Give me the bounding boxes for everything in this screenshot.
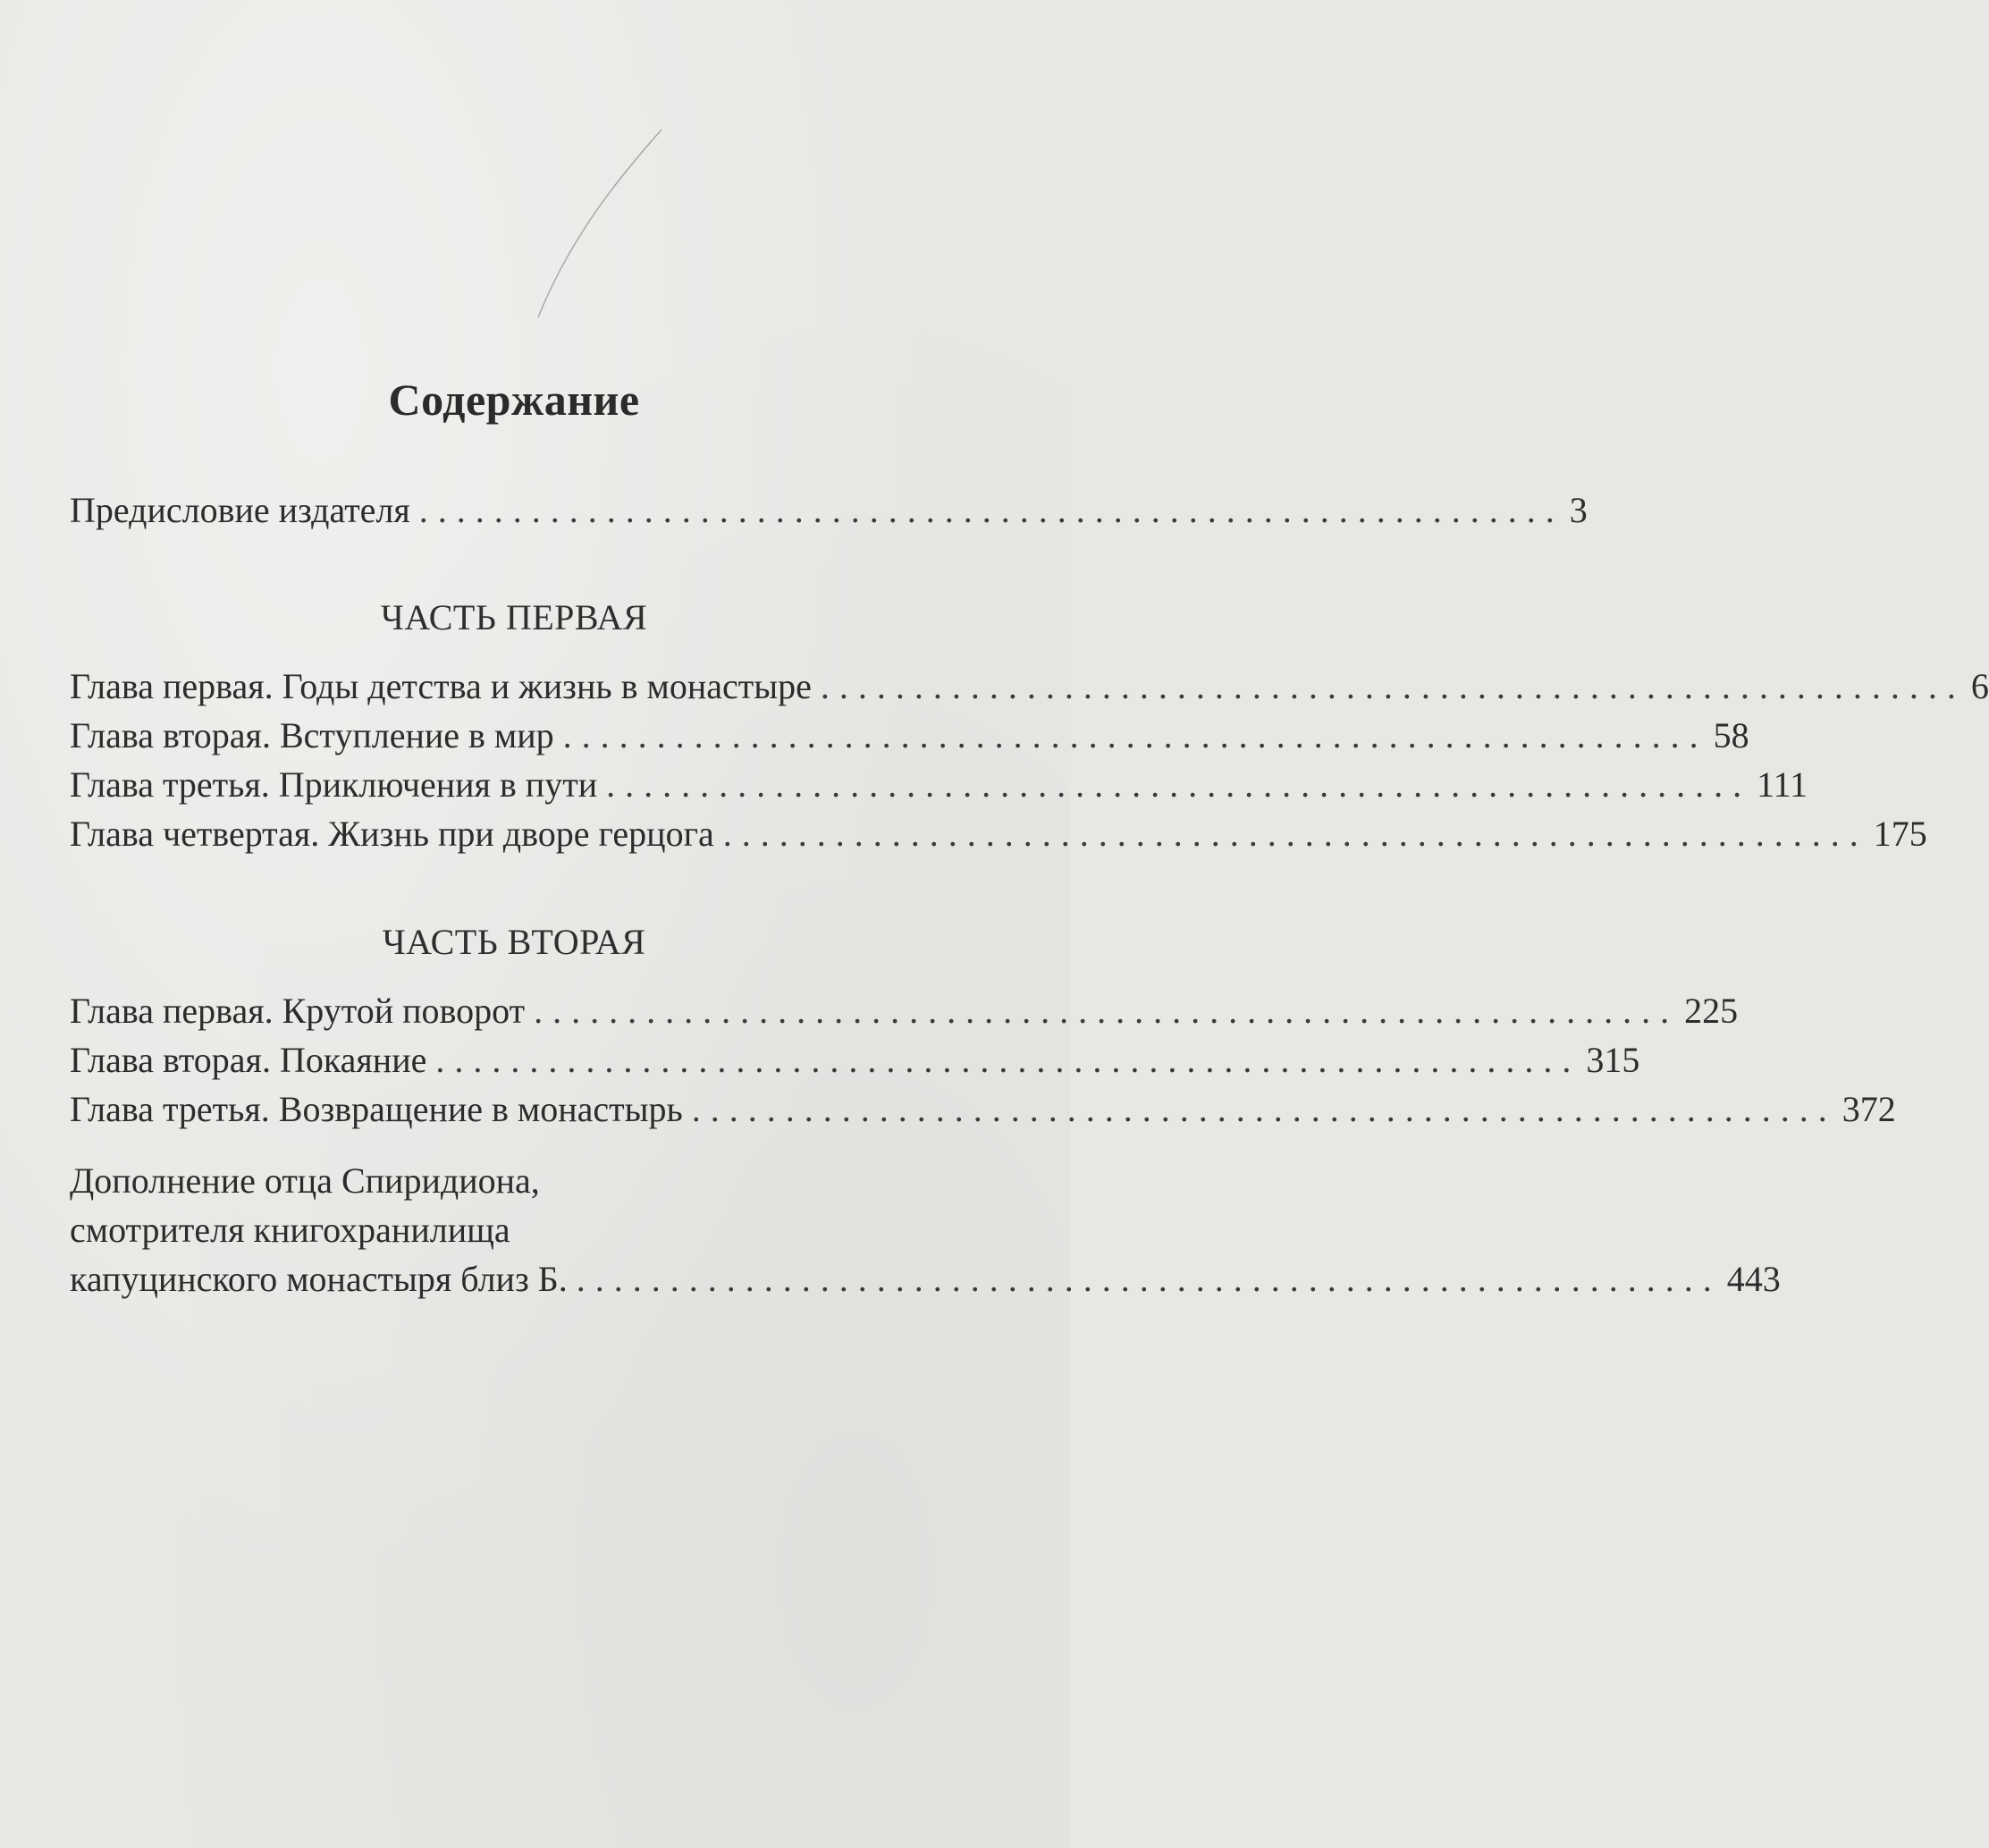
toc-entry-page: 372 [1842, 1089, 1896, 1129]
leader-dots: ............................................................. [691, 1089, 1837, 1129]
toc-entry [70, 663, 1989, 710]
toc-entry-page: 58 [1713, 715, 1749, 755]
supplement-line-2: смотрителя книгохранилища [70, 1210, 510, 1250]
leader-dots: ............................................................. [722, 814, 1868, 854]
toc-entry-page: 6 [1970, 666, 1989, 706]
leader-dots: ............................................................. [418, 490, 1564, 530]
toc-entry [70, 713, 1749, 759]
leader-dots: ............................................................. [435, 1040, 1581, 1080]
toc-entry-page: 111 [1757, 764, 1808, 805]
toc-entry-page: 443 [1726, 1259, 1781, 1299]
supplement-line-1: Дополнение отца Спиридиона, [70, 1160, 540, 1201]
toc-entry [70, 1086, 1896, 1133]
toc-entry-label: Глава вторая. Вступление в мир [70, 715, 554, 755]
toc-entry-label: Глава третья. Приключения в пути [70, 764, 598, 805]
toc-entry-label: Предисловие издателя [70, 490, 410, 530]
leader-dots: ............................................................. [576, 1259, 1722, 1299]
toc-entry-page: 3 [1569, 490, 1588, 530]
leader-dots: ............................................................. [562, 715, 1708, 755]
toc-entry-label: капуцинского монастыря близ Б. [70, 1259, 568, 1299]
toc-entry-label: Глава вторая. Покаяние [70, 1040, 427, 1080]
toc-entry [70, 811, 1927, 857]
toc-entry [70, 762, 1808, 808]
toc-entry-page: 315 [1586, 1040, 1640, 1080]
leader-dots: ............................................................. [534, 991, 1680, 1031]
toc-entry-label: Глава третья. Возвращение в монастырь [70, 1089, 683, 1129]
toc-entry-label: Глава первая. Крутой поворот [70, 991, 526, 1031]
toc-entry-label: Глава первая. Годы детства и жизнь в монастыре [70, 666, 812, 706]
toc-entry-preface [70, 487, 1588, 534]
toc-entry-page: 225 [1684, 991, 1739, 1031]
toc-entry-supplement [70, 1256, 1781, 1303]
toc-entry [70, 988, 1739, 1034]
toc-entry-page: 175 [1873, 814, 1927, 854]
toc-entry [70, 1037, 1640, 1084]
part-two-heading: ЧАСТЬ ВТОРАЯ [382, 922, 646, 962]
leader-dots: ............................................................. [820, 666, 1966, 706]
page-title: Содержание [388, 375, 640, 425]
part-one-heading: ЧАСТЬ ПЕРВАЯ [380, 597, 648, 637]
toc-entry-label: Глава четвертая. Жизнь при дворе герцога [70, 814, 714, 854]
leader-dots: ............................................................. [606, 764, 1752, 805]
